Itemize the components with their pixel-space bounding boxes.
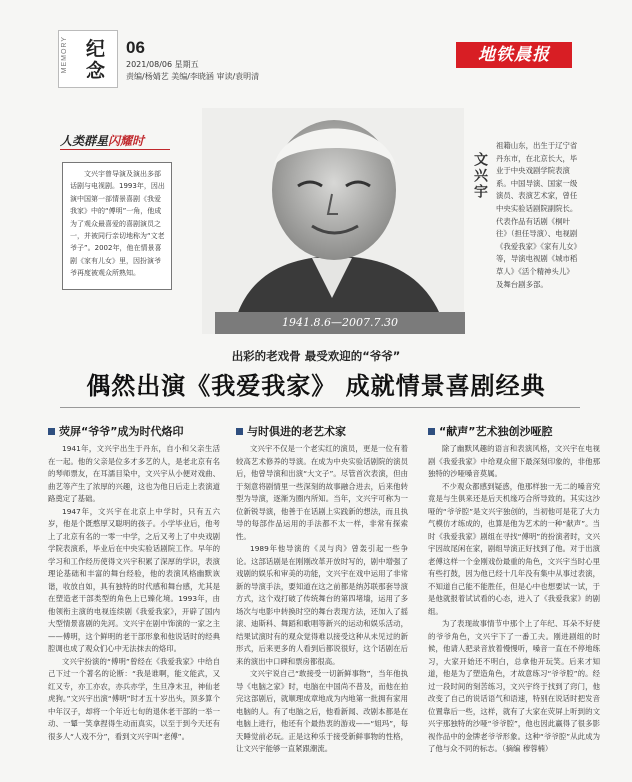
column-2-heading	[236, 423, 346, 439]
section-label-en: MEMORY	[61, 36, 68, 74]
editors-line: 责编/杨婧艺 美编/李晓涵 审读/袁明清	[126, 72, 260, 81]
intro-title-b: 闪耀时	[108, 134, 145, 148]
kicker-headline: 出彩的老戏骨 最受欢迎的“爷爷”	[231, 349, 401, 363]
intro-title	[60, 132, 144, 149]
paragraph: 为了表现故事情节中那个上了年纪、耳朵不好使的爷爷角色，文兴宇下了一番工夫。刚进剧组的时候，他请人把录音放着慢慢听，嗓音一直在不停地练习，大家开始还不明白，总拿他开玩笑。后来才知道，他是为了塑造角色，才故意练习“爷爷腔”的。经过一段时间的刻苦练习，文兴宇终于找到了窍门，他改变了自己的说话语气和语速，特别在说话时把发音位置靠后一些，这样，就有了大家在荧屏上听到的文兴宇那独特的沙哑“爷爷腔”，他也因此赢得了很多影视作品中的金牌老爷爷形象。这种“爷爷腔”从此成为了他与众不同的标志。（摘编 穆蓉楠）	[428, 619, 600, 753]
paragraph: 除了幽默风趣的语言和表演风格，文兴宇在电视剧《我爱我家》中给观众留下最深刻印象的，非他那独特的沙哑嗓音莫属。	[428, 444, 600, 478]
paragraph: 1947年，文兴宇在北京上中学时，只有五六岁，他是个既憨厚又聪明的孩子。小学毕业后，他考上了北京有名的一零一中学，之后又考上了中央戏剧学院表演系，毕业后在中央实验话剧院工作。早年的学习和工作经历使得文兴宇积累了深厚的学识，表演理论基础和丰富的舞台经验，他的表演风格幽默诙谐，收放自如，具有独特的时代感和舞台感，尤其是在塑造老干部类型的角色上已臻化境。1993年，由他领衔主演的电视连续剧《我爱我家》，开辟了国内大型情景喜剧的先河。文兴宇在剧中饰演的一家之主——傅明，这个鲜明的老干部形象和他说话时的经典腔调也成了观众们心中无法抹去的烙印。	[48, 506, 220, 653]
column-3-body	[428, 443, 600, 756]
page-number: 06	[126, 38, 145, 57]
bio-name: 文兴宇	[472, 152, 488, 200]
newspaper-logo: 地铁晨报	[456, 42, 572, 68]
column-3-heading-text: “献声”艺术独创沙哑腔	[439, 425, 553, 438]
paragraph: 文兴宇扮演的“傅明”曾经在《我爱我家》中给自己下过一个著名的论断：“我是谁啊，能文能武，又红又专，亦工亦农，亦兵亦学，生旦净末丑，神仙老虎狗。”文兴宇出演“傅明”时才五十岁出头，顶多算个中年汉子，却将一个年近七旬的退休老干部的一举一动、一颦一笑拿捏得生动而真实，以至于到今天还有很多人“人戏不分”，看到文兴宇叫“老傅”。	[48, 656, 220, 741]
paragraph: 1941年，文兴宇出生于丹东，自小和父亲生活在一起。他的父亲是位多才多艺的人，是老北京有名的琴师票友，在耳濡目染中，文兴宇从小便对戏曲、曲艺等产生了浓厚的兴趣，这也为他日后走上表演道路奠定了基础。	[48, 444, 220, 503]
headline-rule	[60, 407, 580, 408]
intro-title-a: 人类群星	[60, 134, 109, 148]
bio-text: 祖籍山东，出生于辽宁省丹东市，在北京长大，毕业于中央戏剧学院表演系。中国导演、国家一级演员、表演艺术家，曾任中央实验话剧院副院长。代表作品有话剧《桐叶往》（担任导演）、电视剧《我爱我家》《家有儿女》等，导演电视剧《城市稻草人》《活个精神头儿》及舞台剧多部。	[496, 141, 578, 289]
paragraph: 1989年他导演的《灵与肉》曾轰引起一些争论。这部话剧是在刚刚改革开放时写的，剧中增强了戏剧的娱乐和审美的功能，文兴宇在戏中运用了非常新的导演手法，要知道在这之前都是纳苏联那套导演方式，这个戏打破了传统舞台的第四堵墙，运用了多场次与电影中转换时空的舞台表现方法，还加入了摇滚、迪斯科、舞蹈和歌唱等新兴的运动和娱乐活动，结果试演时有的观众觉得难以接受这种从未见过的新形式，后来更多的人看到后都说很好，这个话剧在后来的演出中口碑和票房都很高。	[236, 544, 408, 666]
column-3-heading	[428, 423, 552, 439]
heading-square-icon	[428, 428, 435, 435]
column-2-heading-text: 与时俱进的老艺术家	[247, 425, 346, 438]
portrait-illustration	[202, 108, 464, 334]
intro-text: 文兴宇曾导演及演出多部话剧与电视剧。1993年，因出演中国第一部情景喜剧《我爱我家》中的“傅明”一角，他成为了观众最喜爱的喜剧演员之一，并被同行亲切地称为“文老爷子”。2002年，他在情景喜剧《家有儿女》里，因扮演爷爷再度被观众所熟知。	[70, 170, 165, 278]
column-1-body	[48, 443, 220, 743]
column-1-heading-text: 荧屏“爷爷”成为时代烙印	[59, 425, 184, 438]
paragraph: 文兴宇不仅是一个老实红的演员，更是一位有着较高艺术修养的导演。在成为中央实验话剧院的演员后，他曾导演和出演“大文子”。尽管首次表演，但由于刻意将剧情里一些深刻的故事融合进去，后来他转型为导演，逐渐为圈内所知。当年，文兴宇可称为一位新锐导演，他善于在话剧上实践新的想法，而且执导的每部作品运用的手法都不太一样，非常有探索性。	[236, 444, 408, 541]
section-label: 纪念	[86, 38, 106, 82]
heading-square-icon	[236, 428, 243, 435]
intro-rule	[60, 149, 170, 150]
portrait-photo	[202, 108, 464, 334]
paragraph: 不少观众都感到疑惑，他那样独一无二的嗓音究竟是与生俱来还是后天机缘巧合所导致的。其实这沙哑的“爷爷腔”是文兴宇独创的，当初他可是花了大力气模仿才练成的，也算是他为艺术的一种“献声”。当时《我爱我家》剧组在寻找“傅明”的扮演者时，文兴宇因故尾闲在家，剧组导演正好找到了他。对于出演老傅这样一个金刚戏份最重的角色，文兴宇当时心里有些打鼓，因为他已经十几年没有集中从事过表演，不知道自己能不能胜任，但是心中也想要试一试，于是他就报着试试看的心态，进入了《我爱我家》的剧组。	[428, 481, 600, 616]
date-line: 2021/08/06 星期五	[126, 60, 199, 69]
column-1-heading	[48, 423, 183, 439]
life-dates-banner: 1941.8.6—2007.7.30	[215, 312, 465, 334]
paragraph: 文兴宇说自己“敢接受一切新鲜事物”，当年他执导《电脑之家》时，电脑在中国尚不普及，而他在拍完这部剧后，就顺理成章地成为内地第一批拥有家用电脑的人。有了电脑之后，他看新闻、改剧本都是在电脑上进行，他还有个最热衷的游戏——“姐玛”，每天睡觉前必玩。正是这种乐于接受新鲜事物的性格，让文兴宇能够一直紧跟潮流。	[236, 669, 408, 753]
heading-square-icon	[48, 428, 55, 435]
column-2-body	[236, 443, 408, 756]
main-headline: 偶然出演《我爱我家》 成就情景喜剧经典	[86, 372, 546, 400]
